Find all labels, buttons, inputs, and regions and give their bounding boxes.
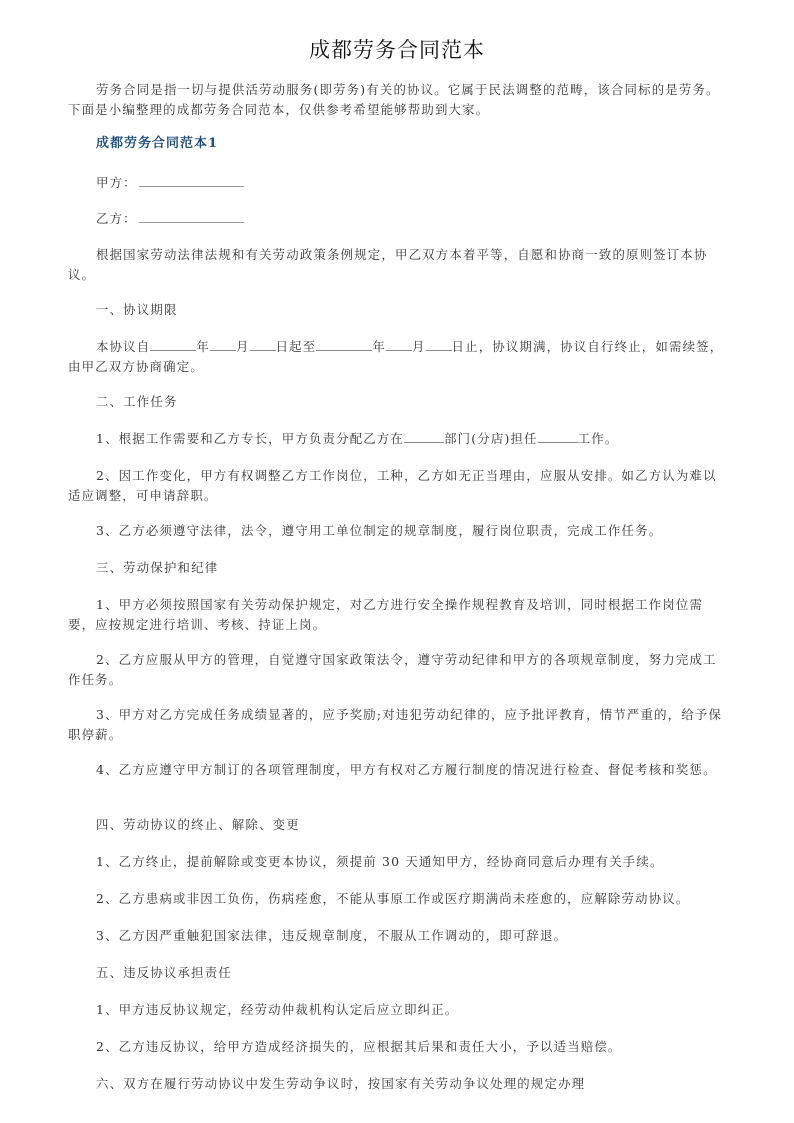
- section4-item1: 1、乙方终止，提前解除或变更本协议，须提前 30 天通知甲方，经协商同意后办理有关手续。: [96, 854, 664, 869]
- day-blank: [426, 338, 452, 351]
- month-blank: [386, 338, 412, 351]
- text-span: 年: [196, 339, 210, 354]
- day-blank: [250, 338, 276, 351]
- section1-heading: 一、协议期限: [96, 302, 178, 317]
- month-blank: [210, 338, 236, 351]
- year-blank: [150, 338, 196, 351]
- text-span: 1、根据工作需要和乙方专长，甲方负责分配乙方在: [96, 431, 405, 446]
- party-b-label: 乙方：: [96, 211, 137, 226]
- department-blank: [404, 430, 444, 443]
- section5-heading: 五、违反协议承担责任: [96, 965, 232, 980]
- document-title: 成都劳务合同范本: [309, 38, 485, 62]
- party-a-blank: [139, 172, 244, 187]
- section3-heading: 三、劳动保护和纪律: [96, 560, 219, 575]
- section4-item3: 3、乙方因严重触犯国家法律，违反规章制度，不服从工作调动的，即可辞退。: [96, 928, 568, 943]
- year-blank: [316, 338, 372, 351]
- section3-item3: 3、甲方对乙方完成任务成绩显著的，应予奖励;对违犯劳动纪律的，应予批评教育，情节严重的，给予保职停薪。: [68, 707, 723, 742]
- intro-paragraph: 劳务合同是指一切与提供活劳动服务(即劳务)有关的协议。它属于民法调整的范畴，该合同标的是劳务。下面是小编整理的成都劳务合同范本，仅供参考希望能够帮助到大家。: [68, 82, 720, 117]
- text-span: 日止，协议期满，协议自行终止，如需续签，由甲乙双方协商确定。: [68, 339, 724, 374]
- section3-item4: 4、乙方应遵守甲方制订的各项管理制度，甲方有权对乙方履行制度的情况进行检查、督促考核和奖惩。: [96, 762, 717, 777]
- section2-heading: 二、工作任务: [96, 394, 178, 409]
- text-span: 工作。: [577, 431, 619, 446]
- party-b-blank: [139, 208, 244, 223]
- section3-item1: 1、甲方必须按照国家有关劳动保护规定，对乙方进行安全操作规程教育及培训，同时根据工作岗位需要，应按规定进行培训、考核、持证上岗。: [68, 597, 704, 632]
- section1-text: [68, 337, 728, 377]
- position-blank: [538, 430, 578, 443]
- section6-heading: 六、双方在履行劳动协议中发生劳动争议时，按国家有关劳动争议处理的规定办理: [96, 1076, 586, 1091]
- section2-item2: 2、因工作变化，甲方有权调整乙方工作岗位，工种，乙方如无正当理由，应服从安排。如乙方认为难以适应调整，可申请辞职。: [68, 468, 717, 503]
- section4-heading: 四、劳动协议的终止、解除、变更: [96, 817, 300, 832]
- preamble-paragraph: 根据国家劳动法律法规和有关劳动政策条例规定，甲乙双方本着平等，自愿和协商一致的原则签订本协议。: [68, 247, 708, 282]
- section5-item1: 1、甲方违反协议规定，经劳动仲裁机构认定后应立即纠正。: [96, 1002, 459, 1017]
- section2-item1: [68, 429, 728, 449]
- party-a-field: [68, 172, 728, 193]
- text-span: 月: [411, 339, 426, 354]
- text-span: 部门(分店)担任: [444, 431, 538, 446]
- section4-item2: 2、乙方患病或非因工负伤，伤病痊愈，不能从事原工作或医疗期满尚未痊愈的，应解除劳动协议。: [96, 891, 690, 906]
- section3-item2: 2、乙方应服从甲方的管理，自觉遵守国家政策法令，遵守劳动纪律和甲方的各项规章制度，努力完成工作任务。: [68, 652, 717, 687]
- section2-item3: 3、乙方必须遵守法律，法令，遵守用工单位制定的规章制度，履行岗位职责，完成工作任务。: [96, 523, 663, 538]
- text-span: 月: [235, 339, 250, 354]
- text-span: 本协议自: [96, 339, 151, 354]
- party-a-label: 甲方：: [96, 175, 137, 190]
- party-b-field: [68, 208, 728, 229]
- text-span: 年: [372, 339, 386, 354]
- text-span: 日起至: [275, 339, 317, 354]
- section5-item2: 2、乙方违反协议，给甲方造成经济损失的，应根据其后果和责任大小，予以适当赔偿。: [96, 1039, 622, 1054]
- subheading: 成都劳务合同范本1: [96, 136, 219, 151]
